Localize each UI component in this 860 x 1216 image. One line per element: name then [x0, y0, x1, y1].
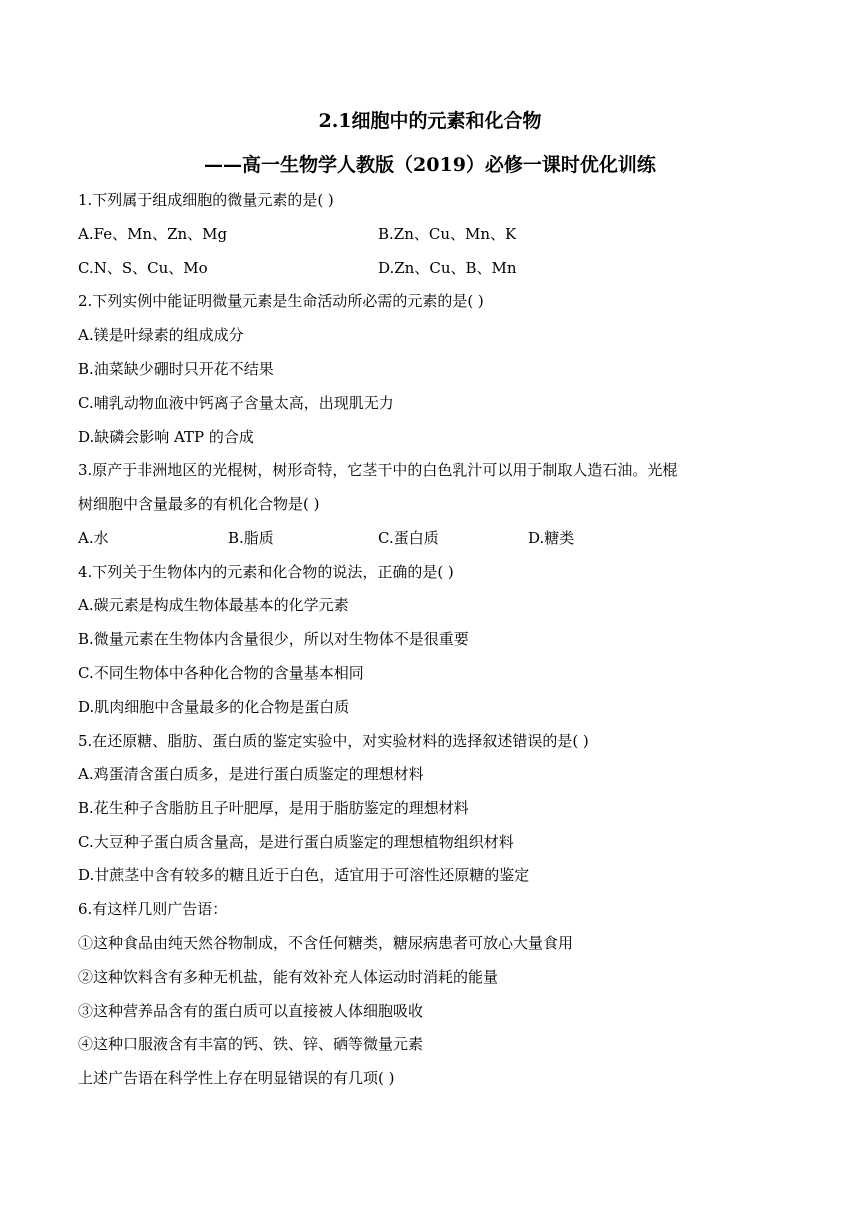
question-4-stem: 4.下列关于生物体内的元素和化合物的说法，正确的是( ): [78, 563, 454, 581]
question-3-stem-line-2: 树细胞中含量最多的有机化合物是( ): [78, 495, 320, 513]
question-3-option-a: A.水: [78, 529, 109, 547]
question-2-stem: 2.下列实例中能证明微量元素是生命活动所必需的元素的是( ): [78, 292, 484, 310]
question-6-item-2: ②这种饮料含有多种无机盐，能有效补充人体运动时消耗的能量: [78, 968, 499, 986]
question-3-option-c: C.蛋白质: [378, 529, 439, 547]
question-1-stem: 1.下列属于组成细胞的微量元素的是( ): [78, 191, 334, 209]
question-4-option-d: D.肌肉细胞中含量最多的化合物是蛋白质: [78, 698, 350, 716]
question-6-item-1: ①这种食品由纯天然谷物制成，不含任何糖类，糖尿病患者可放心大量食用: [78, 934, 574, 952]
question-1-option-a: A.Fe、Mn、Zn、Mg: [78, 225, 228, 243]
question-5-option-c: C.大豆种子蛋白质含量高，是进行蛋白质鉴定的理想植物组织材料: [78, 833, 514, 851]
question-5-option-a: A.鸡蛋清含蛋白质多，是进行蛋白质鉴定的理想材料: [78, 765, 424, 783]
question-4-option-a: A.碳元素是构成生物体最基本的化学元素: [78, 596, 349, 614]
question-5-option-b: B.花生种子含脂肪且子叶肥厚，是用于脂肪鉴定的理想材料: [78, 799, 469, 817]
question-3-stem-line-1: 3.原产于非洲地区的光棍树，树形奇特，它茎干中的白色乳汁可以用于制取人造石油。光棍: [78, 461, 678, 479]
page-subtitle: ——高一生物学人教版（2019）必修一课时优化训练: [204, 154, 656, 176]
question-1-option-b: B.Zn、Cu、Mn、K: [378, 225, 517, 243]
question-1-option-d: D.Zn、Cu、B、Mn: [378, 259, 517, 277]
question-4-option-c: C.不同生物体中各种化合物的含量基本相同: [78, 664, 364, 682]
question-2-option-d: D.缺磷会影响 ATP 的合成: [78, 428, 254, 446]
question-2-option-a: A.镁是叶绿素的组成成分: [78, 326, 244, 344]
question-3-option-d: D.糖类: [528, 529, 575, 547]
page-title: 2.1细胞中的元素和化合物: [318, 110, 542, 132]
question-2-option-b: B.油菜缺少硼时只开花不结果: [78, 360, 274, 378]
question-6-stem: 6.有这样几则广告语：: [78, 900, 228, 918]
question-3-option-b: B.脂质: [228, 529, 274, 547]
question-5-option-d: D.甘蔗茎中含有较多的糖且近于白色，适宜用于可溶性还原糖的鉴定: [78, 866, 530, 884]
question-2-option-c: C.哺乳动物血液中钙离子含量太高，出现肌无力: [78, 394, 394, 412]
question-1-option-c: C.N、S、Cu、Mo: [78, 259, 208, 277]
question-6-item-4: ④这种口服液含有丰富的钙、铁、锌、硒等微量元素: [78, 1035, 424, 1053]
question-6-item-3: ③这种营养品含有的蛋白质可以直接被人体细胞吸收: [78, 1002, 424, 1020]
question-4-option-b: B.微量元素在生物体内含量很少，所以对生物体不是很重要: [78, 630, 469, 648]
question-6-question: 上述广告语在科学性上存在明显错误的有几项( ): [78, 1069, 395, 1087]
question-5-stem: 5.在还原糖、脂肪、蛋白质的鉴定实验中，对实验材料的选择叙述错误的是( ): [78, 732, 589, 750]
